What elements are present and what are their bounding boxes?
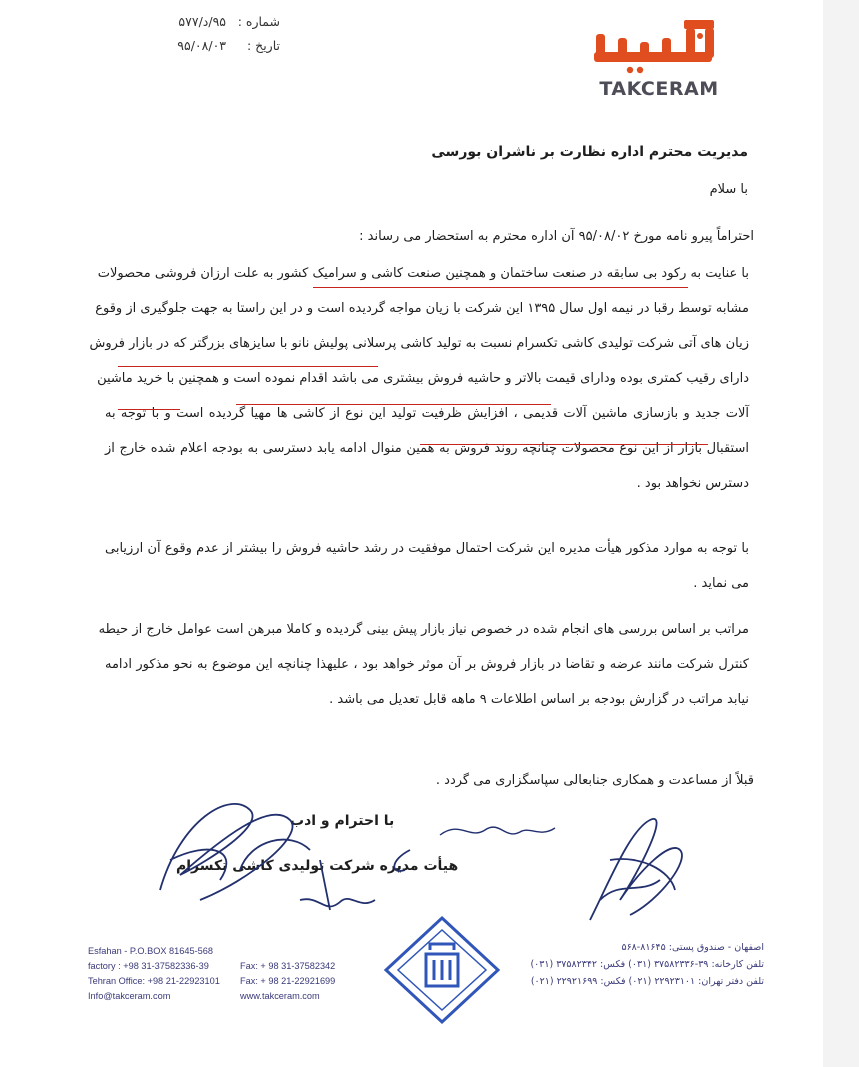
paragraph-2 (105, 531, 749, 601)
paragraph-3 (98, 612, 749, 717)
paragraph-line: نیابد مراتب در گزارش بودجه بر اساس اطلاعات ۹ ماهه قابل تعدیل می باشد . (329, 692, 749, 707)
highlight-underline (420, 444, 708, 445)
footer-email: Info@takceram.com (88, 991, 171, 1001)
intro-line: احتراماً پیرو نامه مورخ ۹۵/۰۸/۰۲ آن اداره محترم به استحضار می رساند : (359, 229, 754, 244)
paragraph-1 (89, 256, 749, 501)
number-label: شماره : (237, 14, 280, 29)
footer-tehran-fax: Fax: + 98 21-22921699 (240, 976, 336, 986)
paragraph-line: دسترس نخواهد بود . (636, 476, 749, 491)
takceram-logo (588, 14, 730, 100)
highlight-underline (313, 287, 688, 288)
footer-col-2 (240, 959, 335, 1004)
thanks-line: قبلاً از مساعدت و همکاری جنابعالی سپاسگزاری می گردد . (435, 773, 754, 788)
paragraph-line: زیان های آتی شرکت تولیدی کاشی تکسرام نسبت به تولید کاشی پرسلانی پولیش نانو با سایزهای بزرگتر که در بازار فروش (89, 336, 749, 351)
logo-mark (588, 14, 730, 80)
date-label: تاریخ : (246, 38, 280, 53)
signature-small (430, 800, 570, 860)
letter-number (150, 10, 280, 34)
footer-website: www.takceram.com (240, 991, 320, 1001)
date-value: ۹۵/۰۸/۰۳ (177, 38, 227, 53)
salutation: با سلام (709, 182, 748, 197)
highlight-underline (118, 409, 180, 410)
footer-factory-fax: Fax: + 98 31-37582342 (240, 961, 336, 971)
paragraph-line: با توجه به موارد مذکور هیأت مدیره این شرکت احتمال موفقیت در رشد حاشیه فروش را بیشتر از عدم وقوع آن ارزیابی (105, 541, 749, 556)
regards-line: با احترام و ادب (290, 813, 395, 829)
paragraph-line: مشابه توسط رقبا در نیمه اول سال ۱۳۹۵ این شرکت با زیان مواجه گردیده است و در این راستا به جهت جلوگیری از وقوع (95, 301, 749, 316)
scan-edge (823, 0, 859, 1067)
addressee: مدیریت محترم اداره نظارت بر ناشران بورسی (431, 144, 748, 160)
footer-factory-fa: تلفن کارخانه: ۳۹-۳۷۵۸۲۳۳۶ (۰۳۱) فکس: ۳۷۵۸۲۳۴۲ (۰۳۱) (530, 959, 764, 970)
footer-col-1 (88, 944, 220, 1004)
paragraph-line: کنترل شرکت مانند عرضه و تقاضا در بازار فروش بر آن موثر خواهد بود ، علیهذا چنانچه این موضوع به نحو مذکور ادامه (105, 657, 749, 672)
letter-date (150, 34, 280, 58)
footer-tehran-phone: Tehran Office: +98 21-22923101 (88, 976, 220, 986)
paragraph-line: آلات جدید و بازسازی ماشین آلات قدیمی ، افزایش ظرفیت تولید این نوع از کاشی ها مهیا گردیده است و با توجه به (105, 406, 749, 421)
highlight-underline (236, 404, 551, 405)
signature-right (570, 800, 700, 930)
logo-latin: TAKCERAM (599, 78, 719, 100)
number-value: ۹۵/د/۵۷۷ (178, 14, 227, 29)
paragraph-line: می نماید . (693, 576, 749, 591)
company-stamp (382, 914, 502, 1026)
footer-tehran-fa: تلفن دفتر تهران: ۲۲۹۲۳۱۰۱ (۰۲۱) فکس: ۲۲۹۲۱۶۹۹ (۰۲۱) (530, 976, 764, 987)
paragraph-line: با عنایت به رکود بی سابقه در صنعت ساختمان و همچنین صنعت کاشی و سرامیک کشور به علت ارزان فروشی محصولات (97, 266, 749, 281)
paragraph-line: استقبال بازار از این نوع محصولات چنانچه روند فروش به همین منوال ادامه یابد دسترسی به بودجه اعلام شده خارج از (105, 441, 749, 456)
paragraph-line: مراتب بر اساس بررسی های انجام شده در خصوص نیاز بازار پیش بینی گردیده و کاملا مبرهن است عوامل خارج از حیطه (98, 622, 749, 637)
footer-contact-persian (524, 939, 764, 990)
footer-address: Esfahan - P.O.BOX 81645-568 (88, 946, 213, 956)
footer-factory-phone: factory : +98 31-37582336-39 (88, 961, 209, 971)
letter-meta (150, 10, 280, 58)
paragraph-line: دارای رقیب کمتری بوده ودارای قیمت بالاتر و حاشیه فروش بیشتری می باشد اقدام نموده است و همچنین با خرید ماشین (97, 371, 749, 386)
footer-address-fa: اصفهان - صندوق پستی: ۸۱۶۴۵-۵۶۸ (621, 942, 764, 953)
signatory-line: هیأت مدیره شرکت تولیدی کاشی تکسرام (176, 858, 459, 874)
highlight-underline (118, 366, 378, 367)
